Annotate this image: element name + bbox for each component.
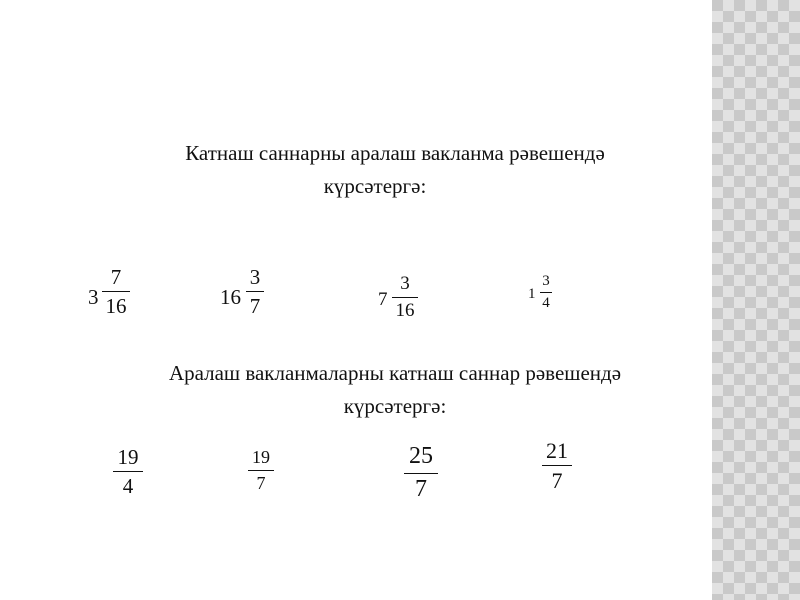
whole-part: 16 bbox=[220, 285, 241, 309]
fraction-bar bbox=[392, 297, 418, 298]
task1-heading-line1: Катнаш саннарны аралаш вакланма рәвешендә bbox=[185, 141, 605, 165]
fraction-bar bbox=[404, 473, 438, 474]
fraction bbox=[248, 447, 274, 493]
denominator: 7 bbox=[249, 294, 261, 319]
task1-heading bbox=[100, 137, 690, 203]
numerator: 21 bbox=[546, 438, 568, 463]
fraction bbox=[102, 265, 130, 318]
numerator: 19 bbox=[117, 445, 139, 469]
whole-part: 1 bbox=[528, 286, 536, 302]
task2-heading-line1: Аралаш вакланмаларны катнаш саннар рәвешендә bbox=[168, 361, 622, 385]
denominator: 7 bbox=[551, 468, 563, 494]
task1-heading-line2: күрсәтергә: bbox=[323, 174, 427, 198]
numerator: 3 bbox=[400, 273, 410, 294]
fraction-bar bbox=[540, 292, 552, 293]
fraction bbox=[113, 445, 143, 498]
whole-part: 7 bbox=[378, 289, 388, 310]
numerator: 3 bbox=[249, 265, 261, 289]
fraction bbox=[404, 443, 438, 503]
fraction bbox=[392, 273, 418, 322]
fraction bbox=[542, 438, 572, 494]
denominator: 4 bbox=[122, 474, 134, 499]
fraction-bar bbox=[113, 471, 143, 472]
numerator: 7 bbox=[110, 265, 122, 289]
denominator: 16 bbox=[105, 294, 127, 319]
task2-heading bbox=[100, 357, 690, 423]
numerator: 19 bbox=[252, 447, 270, 467]
fraction-bar bbox=[542, 465, 572, 466]
whole-part: 3 bbox=[88, 285, 99, 309]
denominator: 7 bbox=[256, 472, 266, 493]
numerator: 25 bbox=[409, 443, 433, 469]
fraction-bar bbox=[102, 291, 130, 292]
fraction bbox=[540, 273, 552, 313]
fraction-bar bbox=[246, 291, 264, 292]
fraction bbox=[246, 265, 264, 318]
decorative-side-stripe bbox=[712, 0, 800, 600]
denominator: 7 bbox=[415, 475, 427, 502]
task2-heading-line2: күрсәтергә: bbox=[343, 394, 447, 418]
denominator: 16 bbox=[395, 299, 415, 321]
numerator: 3 bbox=[542, 273, 550, 289]
denominator: 4 bbox=[542, 295, 550, 312]
fraction-bar bbox=[248, 470, 274, 471]
